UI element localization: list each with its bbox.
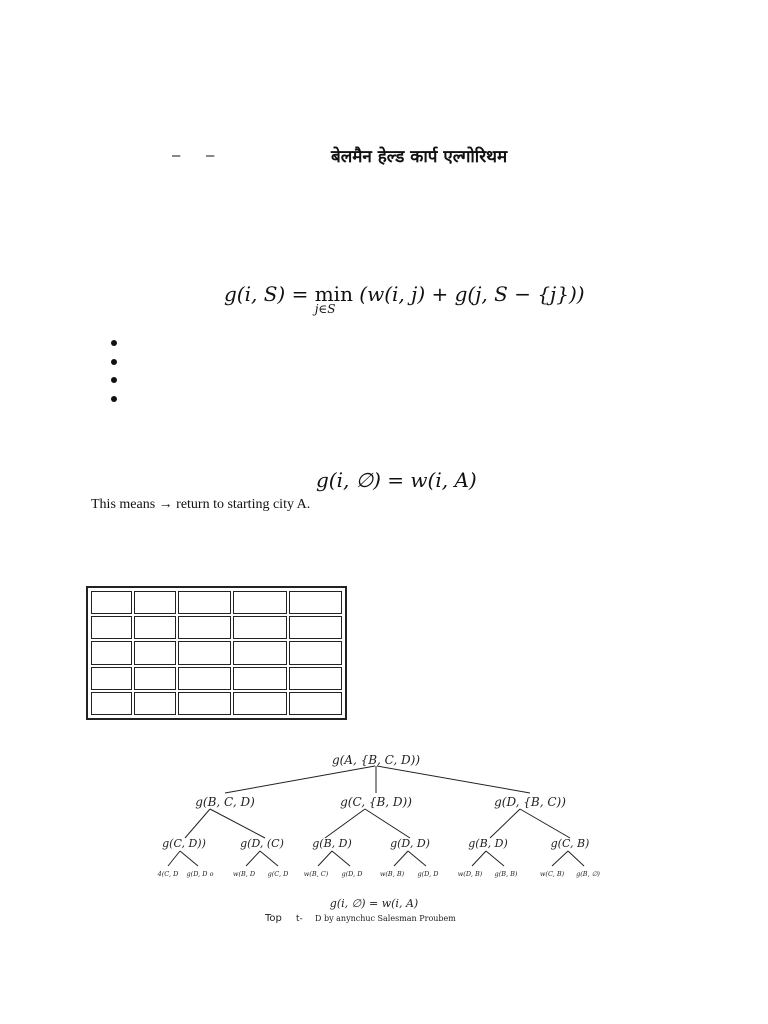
tree-node: g(D, {B, C)) — [494, 795, 566, 809]
table-cell — [134, 591, 175, 614]
tree-leaf: g(C, D — [267, 870, 289, 878]
tree-node: g(B, D) — [312, 837, 352, 850]
tree-edge — [332, 851, 350, 866]
tree-edge — [185, 809, 210, 838]
tree-leaf: w(D, B) — [457, 870, 483, 878]
min-subscript: j∈S — [314, 302, 336, 316]
tree-edge — [225, 766, 375, 793]
caption-part: D by anynchuc Salesman Proubem — [315, 914, 456, 923]
table-row — [91, 692, 342, 715]
heading-dash: – — [206, 147, 215, 164]
formula-rhs: (w(i, j) + g(j, S − {j})) — [352, 282, 585, 306]
tree-edge — [260, 851, 278, 866]
table-cell — [178, 667, 231, 690]
tree-leaf: g(B, B) — [494, 870, 518, 878]
tree-node: g(C, {B, D)) — [340, 795, 412, 809]
table-cell — [134, 692, 175, 715]
tree-edge — [325, 809, 365, 838]
base-case-formula: g(i, ∅) = w(i, A) — [316, 468, 477, 492]
tree-edge — [472, 851, 486, 866]
table-cell — [233, 641, 286, 664]
tree-leaves — [157, 870, 601, 878]
tree-root-node: g(A, {B, C, D)) — [331, 753, 421, 767]
tree-edges — [168, 766, 584, 866]
table-cell — [134, 667, 175, 690]
tree-node: g(B, C, D) — [195, 795, 255, 809]
formula-lhs: g(i, S) = — [224, 282, 315, 306]
table-cell — [233, 692, 286, 715]
min-label: min — [314, 282, 353, 306]
table-cell — [134, 616, 175, 639]
tree-edge — [408, 851, 426, 866]
tree-leaf: w(B, B) — [379, 870, 405, 878]
tree-edge — [377, 766, 530, 793]
table-cell — [91, 591, 132, 614]
table-cell — [91, 692, 132, 715]
table-cell — [91, 641, 132, 664]
tree-leaf: g(D, D — [341, 870, 363, 878]
table-cell — [289, 667, 343, 690]
heading-dashes — [172, 147, 240, 164]
recurrence-formula — [224, 282, 585, 316]
table-cell — [289, 591, 343, 614]
tree-leaf: w(B, C) — [303, 870, 329, 878]
tree-edge — [246, 851, 260, 866]
tree-svg — [150, 748, 620, 928]
tree-caption — [264, 913, 456, 924]
tree-node: g(C, D)) — [162, 837, 206, 850]
tree-edge — [552, 851, 568, 866]
tree-edge — [486, 851, 504, 866]
tree-node: g(D, D) — [390, 837, 430, 850]
table-cell — [233, 667, 286, 690]
tree-leaf: g(D, D o — [186, 870, 214, 878]
caption-part: Top — [265, 913, 282, 924]
table-row — [91, 591, 342, 614]
table-body — [91, 591, 342, 715]
table-cell — [289, 641, 343, 664]
caption-part: t- — [296, 914, 303, 924]
tree-edge — [365, 809, 410, 838]
table-cell — [178, 692, 231, 715]
tree-edge — [568, 851, 584, 866]
tree-leaf: g(B, ∅) — [576, 870, 600, 878]
tree-leaf: w(C, B) — [539, 870, 565, 878]
tree-edge — [520, 809, 570, 838]
table-cell — [178, 616, 231, 639]
table-cell — [233, 591, 286, 614]
tree-leaf: g(D, D — [417, 870, 439, 878]
table-row — [91, 616, 342, 639]
table-row — [91, 641, 342, 664]
tree-node: g(C, B) — [550, 837, 590, 850]
table-cell — [289, 616, 343, 639]
heading-dash: – — [172, 147, 181, 164]
page-title: बेलमैन हेल्ड कार्प एल्गोरिथम — [331, 147, 508, 167]
table-grid — [89, 589, 344, 717]
table-cell — [91, 667, 132, 690]
note-text: This means → return to starting city A. — [91, 497, 311, 512]
recursion-tree — [150, 748, 620, 928]
tree-leaf: 4(C, D — [157, 870, 179, 878]
tree-edge — [180, 851, 198, 866]
tree-node: g(D, (C) — [240, 837, 284, 850]
empty-table — [86, 586, 347, 720]
table-row — [91, 667, 342, 690]
table-cell — [289, 692, 343, 715]
table-cell — [91, 616, 132, 639]
tree-edge — [394, 851, 408, 866]
table-cell — [233, 616, 286, 639]
tree-edge — [490, 809, 520, 838]
tree-edge — [168, 851, 180, 866]
table-cell — [178, 591, 231, 614]
tree-base-case: g(i, ∅) = w(i, A) — [329, 897, 419, 910]
tree-edge — [318, 851, 332, 866]
tree-leaf: w(B, D — [232, 870, 256, 878]
tree-node: g(B, D) — [468, 837, 508, 850]
table-cell — [178, 641, 231, 664]
tree-edge — [210, 809, 265, 838]
table-cell — [134, 641, 175, 664]
min-operator — [314, 282, 353, 316]
